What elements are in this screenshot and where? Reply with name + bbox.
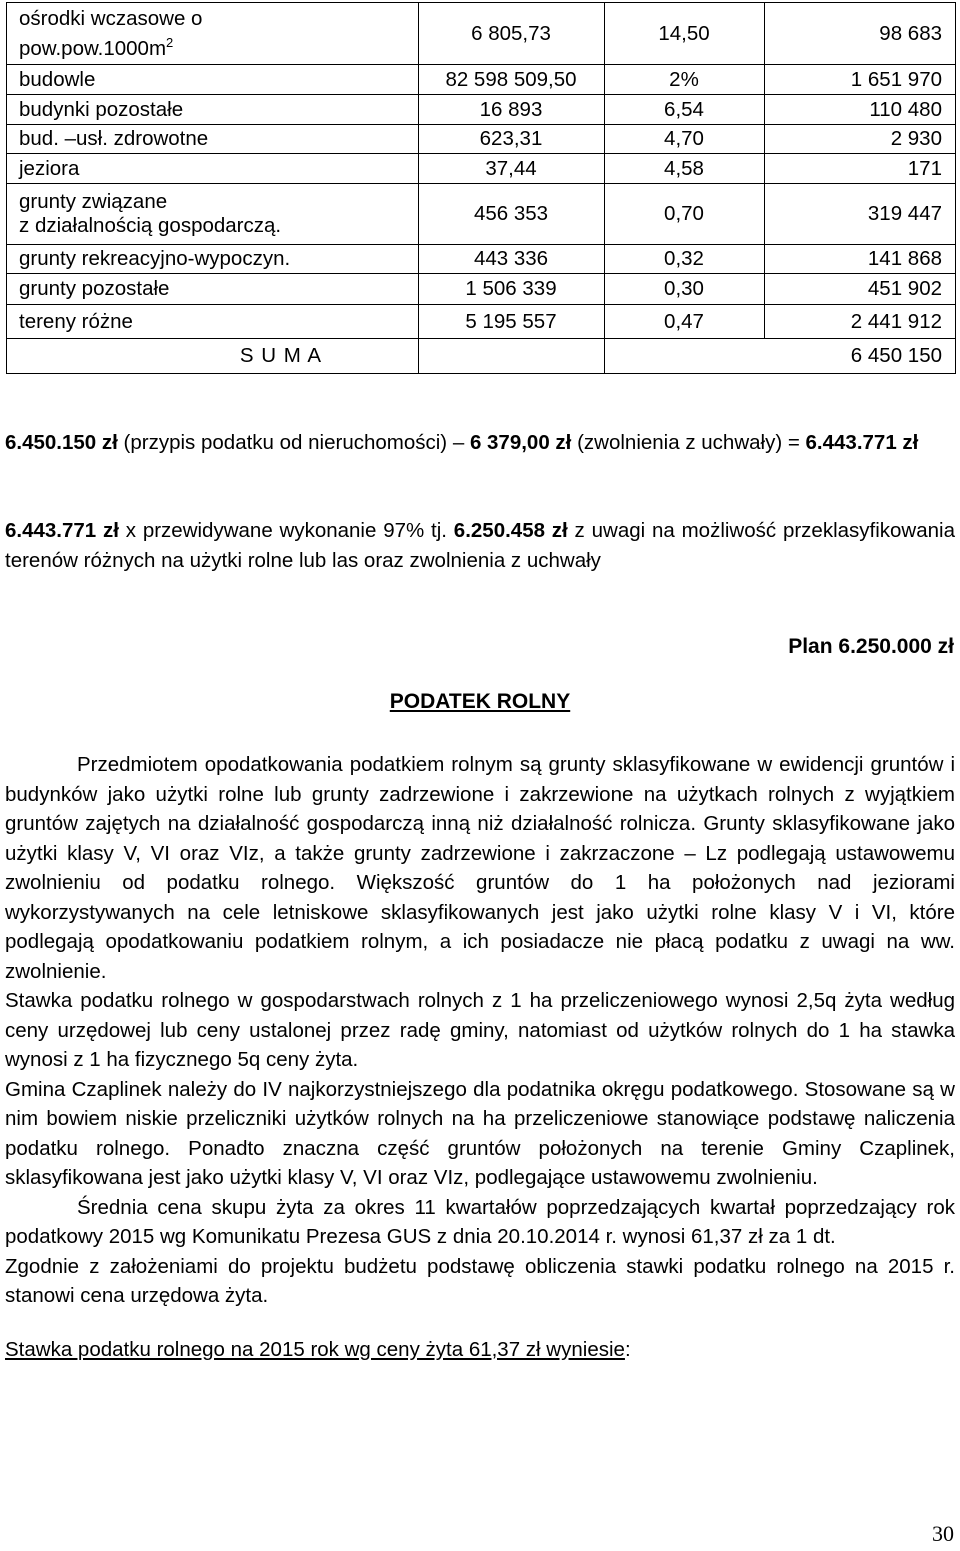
amount-bold: 6.443.771 zł — [5, 519, 119, 542]
tax-table-wrapper — [6, 2, 955, 374]
plan-amount: Plan 6.250.000 zł — [788, 635, 954, 658]
table-row — [7, 125, 956, 154]
text-span: (zwolnienia z uchwały) = — [571, 431, 806, 454]
table-row — [7, 245, 956, 274]
body-text — [5, 750, 955, 1364]
table-cell-rate: 0,32 — [605, 245, 765, 274]
table-cell-amount: 319 447 — [765, 184, 956, 245]
summary-paragraph-1 — [5, 428, 955, 458]
table-cell-empty — [419, 339, 605, 374]
underlined-text: Stawka podatku rolnego na 2015 rok wg ceny żyta 61,37 zł wyniesie — [5, 1337, 625, 1361]
table-cell-name: budowle — [7, 65, 419, 95]
table-cell-name: bud. –usł. zdrowotne — [7, 125, 419, 154]
amount-bold: 6.250.458 zł — [453, 519, 568, 542]
amount-bold: 6 379,00 zł — [469, 431, 572, 454]
amount-bold: 6.450.150 zł — [5, 431, 118, 454]
table-cell-area: 1 506 339 — [419, 274, 605, 305]
table-cell-rate: 0,47 — [605, 305, 765, 339]
table-cell-name: tereny różne — [7, 305, 419, 339]
table-cell-rate: 0,30 — [605, 274, 765, 305]
table-row — [7, 154, 956, 184]
table-cell-rate: 0,70 — [605, 184, 765, 245]
row-name-line1: grunty związane — [19, 190, 168, 213]
table-cell-name: grunty pozostałe — [7, 274, 419, 305]
table-cell-area: 5 195 557 — [419, 305, 605, 339]
table-cell-name: budynki pozostałe — [7, 95, 419, 125]
table-row — [7, 274, 956, 305]
amount-bold: 6.443.771 zł — [805, 431, 919, 454]
table-cell-rate: 4,70 — [605, 125, 765, 154]
paragraph — [5, 1335, 955, 1365]
table-row — [7, 305, 956, 339]
table-row — [7, 65, 956, 95]
row-name-line2: z działalnością gospodarczą. — [19, 214, 282, 237]
table-cell-amount: 1 651 970 — [765, 65, 956, 95]
table-cell-area: 6 805,73 — [419, 3, 605, 65]
section-heading: PODATEK ROLNY — [389, 690, 571, 713]
table-cell-amount: 2 441 912 — [765, 305, 956, 339]
table-cell-amount: 2 930 — [765, 125, 956, 154]
page-number: 30 — [932, 1521, 954, 1546]
table-row — [7, 184, 956, 245]
summary-paragraph-2 — [5, 516, 955, 575]
table-cell-rate: 2% — [605, 65, 765, 95]
row-name-line1: ośrodki wczasowe o — [19, 6, 203, 30]
table-cell-amount: 110 480 — [765, 95, 956, 125]
table-cell-name: jeziora — [7, 154, 419, 184]
sum-value: 6 450 150 — [605, 339, 956, 374]
paragraph: Średnia cena skupu żyta za okres 11 kwartałów poprzedzających kwartał poprzedzający rok podatkowy 2015 wg Komunikatu Prezesa GUS z dnia 20.10.2014 r. wynosi 61,37 zł za 1 dt. — [5, 1195, 955, 1248]
paragraph: Przedmiotem opodatkowania podatkiem rolnym są grunty sklasyfikowane w ewidencji gruntów i budynków jako użytki rolne lub grunty zadrzewione i zakrzewione na użytkach rolnych z wyjątkiem gruntów zajętych na działalność gospodarczą inną niż działalność rolnicza. Grunty sklasyfikowane jako użytki klasy V, VI oraz VIz, a także grunty zadrzewione i zakrzaczone – Lz podlegają ustawowemu zwolnieniu od podatku rolnego. Większość gruntów do 1 ha położonych nad jeziorami wykorzystywanych na cele letniskowe sklasyfikowanych jest jako użytki rolne klasy V i VI, które podlegają opodatkowaniu podatkiem rolnym, a ich posiadacze nie płacą podatku z uwagi na ww. zwolnienie. — [5, 753, 955, 983]
paragraph: Zgodnie z założeniami do projektu budżetu podstawę obliczenia stawki podatku rolnego na 2015 r. stanowi cena urzędowa żyta. — [5, 1254, 955, 1307]
table-cell-rate: 14,50 — [605, 3, 765, 65]
table-cell-name: grunty rekreacyjno-wypoczyn. — [7, 245, 419, 274]
row-name-line2: pow.pow.1000m — [19, 36, 167, 60]
paragraph: Gmina Czaplinek należy do IV najkorzystniejszego dla podatnika okręgu podatkowego. Stosowane są w nim bowiem niskie przeliczniki użytków rolnych na ha przeliczeniowe stanowiące podstawę naliczenia podatku rolnego. Ponadto znaczna część gruntów położonych na terenie Gminy Czaplinek, sklasyfikowana jest jako użytki klasy V, VI oraz VIz, podlegające ustawowemu zwolnieniu. — [5, 1077, 955, 1189]
table-cell-amount: 141 868 — [765, 245, 956, 274]
property-tax-table — [6, 2, 956, 374]
table-cell-area: 623,31 — [419, 125, 605, 154]
table-cell-rate: 4,58 — [605, 154, 765, 184]
table-cell-name — [7, 3, 419, 65]
text-span: : — [624, 1337, 631, 1361]
table-cell-amount: 171 — [765, 154, 956, 184]
table-cell-amount: 451 902 — [765, 274, 956, 305]
text-span: z uwagi na możliwość przeklasyfikowania terenów różnych na użytki rolne lub las oraz zwolnienia z uchwały — [5, 519, 955, 572]
table-row — [7, 95, 956, 125]
table-cell-rate: 6,54 — [605, 95, 765, 125]
sum-label: S U M A — [7, 339, 419, 374]
table-cell-area: 16 893 — [419, 95, 605, 125]
table-cell-amount: 98 683 — [765, 3, 956, 65]
table-cell-area: 37,44 — [419, 154, 605, 184]
table-sum-row — [7, 339, 956, 374]
table-cell-area: 443 336 — [419, 245, 605, 274]
text-span: x przewidywane wykonanie 97% tj. — [118, 519, 454, 542]
table-cell-area: 82 598 509,50 — [419, 65, 605, 95]
text-span: (przypis podatku od nieruchomości) – — [117, 431, 470, 454]
paragraph: Stawka podatku rolnego w gospodarstwach rolnych z 1 ha przeliczeniowego wynosi 2,5q żyta według ceny urzędowej lub ceny ustalonej przez radę gminy, natomiast od użytków rolnych do 1 ha stawka wynosi z 1 ha fizycznego 5q ceny żyta. — [5, 989, 955, 1071]
superscript: 2 — [166, 34, 174, 50]
table-cell-area: 456 353 — [419, 184, 605, 245]
table-cell-name — [7, 184, 419, 245]
table-row — [7, 3, 956, 65]
